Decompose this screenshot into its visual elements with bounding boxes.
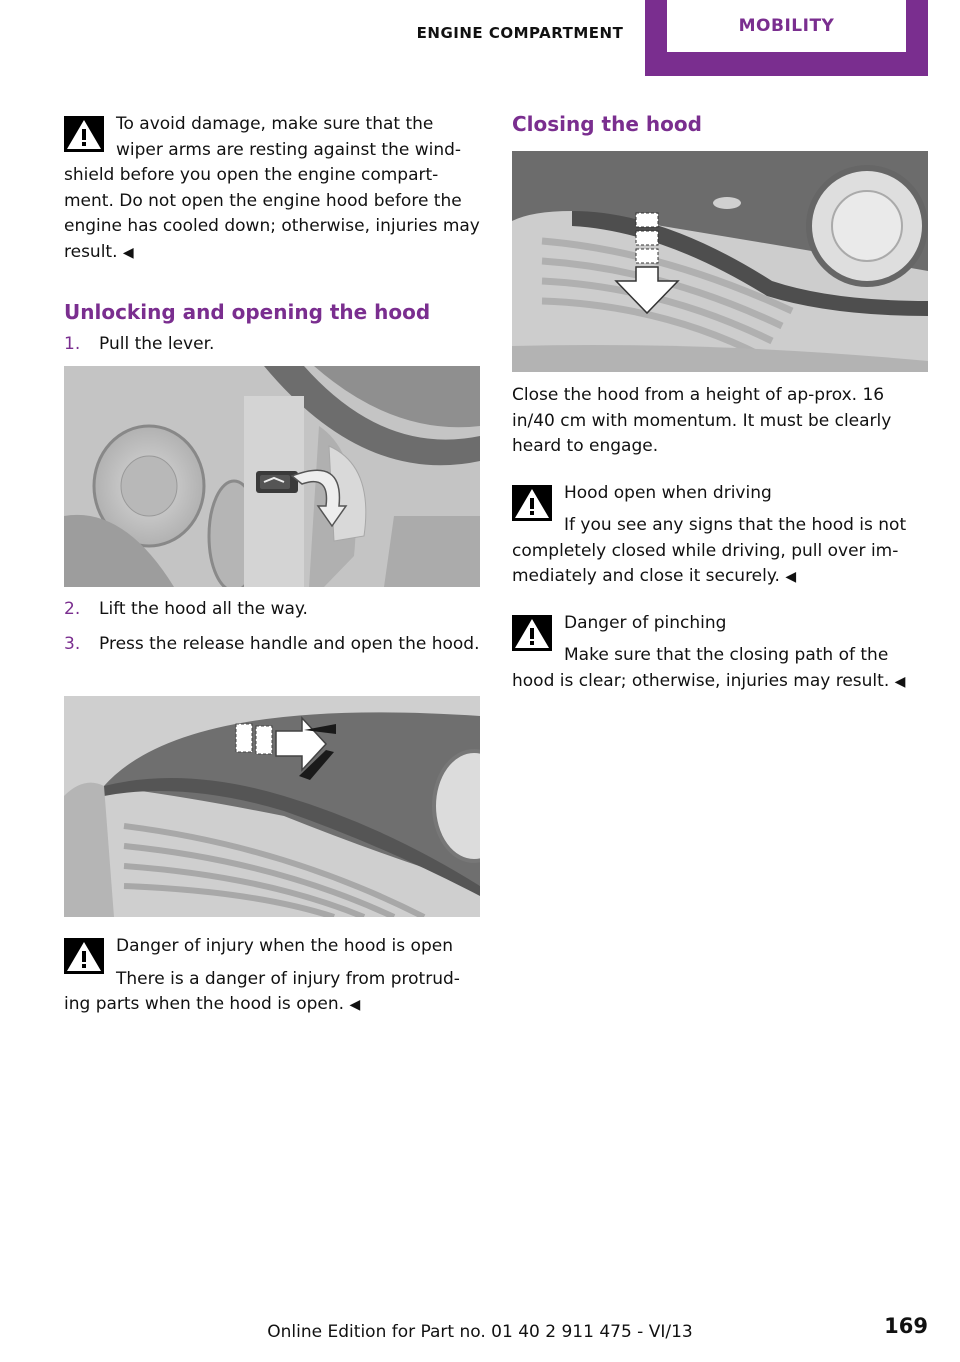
right-column <box>512 110 928 138</box>
end-mark: ◀ <box>349 997 361 1013</box>
warning-title: Danger of pinching <box>564 612 727 633</box>
warning-icon <box>64 116 104 152</box>
step-item <box>64 332 480 358</box>
warning-text: There is a danger of injury from protrud‐ing parts when the hood is open. <box>64 968 460 1014</box>
warning-injury-open-hood <box>64 934 480 1019</box>
lever-photo <box>64 366 480 587</box>
steps-opening <box>64 332 480 358</box>
closing-instruction: Close the hood from a height of ap‐prox. 16 in/40 cm with momentum. It must be clearly heard to engage. <box>512 385 892 456</box>
warning-hood-open-driving <box>512 481 928 591</box>
heading-unlocking: Unlocking and opening the hood <box>64 300 431 324</box>
warning-title: Danger of injury when the hood is open <box>116 936 453 956</box>
left-warning-injury <box>64 934 480 1019</box>
right-column-text <box>512 383 928 695</box>
chapter-title: MOBILITY <box>667 0 906 52</box>
step-text: Pull the lever. <box>99 334 215 354</box>
step-item <box>64 632 480 658</box>
warning-text: To avoid damage, make sure that the wiper arms are resting against the wind‐shield before you open the engine compart‐ment. Do not open the engine hood before the engine has cooled down; otherwise, injuries may result. <box>64 114 480 262</box>
end-mark: ◀ <box>122 244 134 261</box>
section-title: ENGINE COMPARTMENT <box>416 24 624 42</box>
steps-opening-continued <box>64 597 480 657</box>
warning-title: Hood open when driving <box>564 482 772 503</box>
step-number: 2. <box>64 599 81 619</box>
left-column <box>64 110 480 358</box>
closing-hood-photo <box>512 151 928 372</box>
step-number: 1. <box>64 334 81 354</box>
end-mark: ◀ <box>894 673 906 690</box>
step-text: Press the release handle and open the hood. <box>99 633 480 654</box>
warning-icon <box>64 938 104 974</box>
end-mark: ◀ <box>785 569 797 585</box>
heading-closing: Closing the hood <box>512 112 702 136</box>
warning-icon <box>512 485 552 521</box>
edition-footer: Online Edition for Part no. 01 40 2 911 475 - VI/13 <box>267 1322 693 1342</box>
left-column-continued <box>64 597 480 657</box>
warning-text: Make sure that the closing path of the hood is clear; otherwise, injuries may result. <box>512 645 890 691</box>
step-number: 3. <box>64 633 81 654</box>
step-text: Lift the hood all the way. <box>99 599 308 619</box>
step-item <box>64 597 480 623</box>
warning-icon <box>512 615 552 651</box>
warning-pinching <box>512 611 928 696</box>
page-number: 169 <box>884 1314 928 1338</box>
release-handle-photo <box>64 696 480 917</box>
chapter-tab <box>645 0 928 76</box>
warning-wiper-arms <box>64 112 480 266</box>
warning-text: If you see any signs that the hood is not completely closed while driving, pull over im‐mediately and close it securely. <box>512 515 907 586</box>
